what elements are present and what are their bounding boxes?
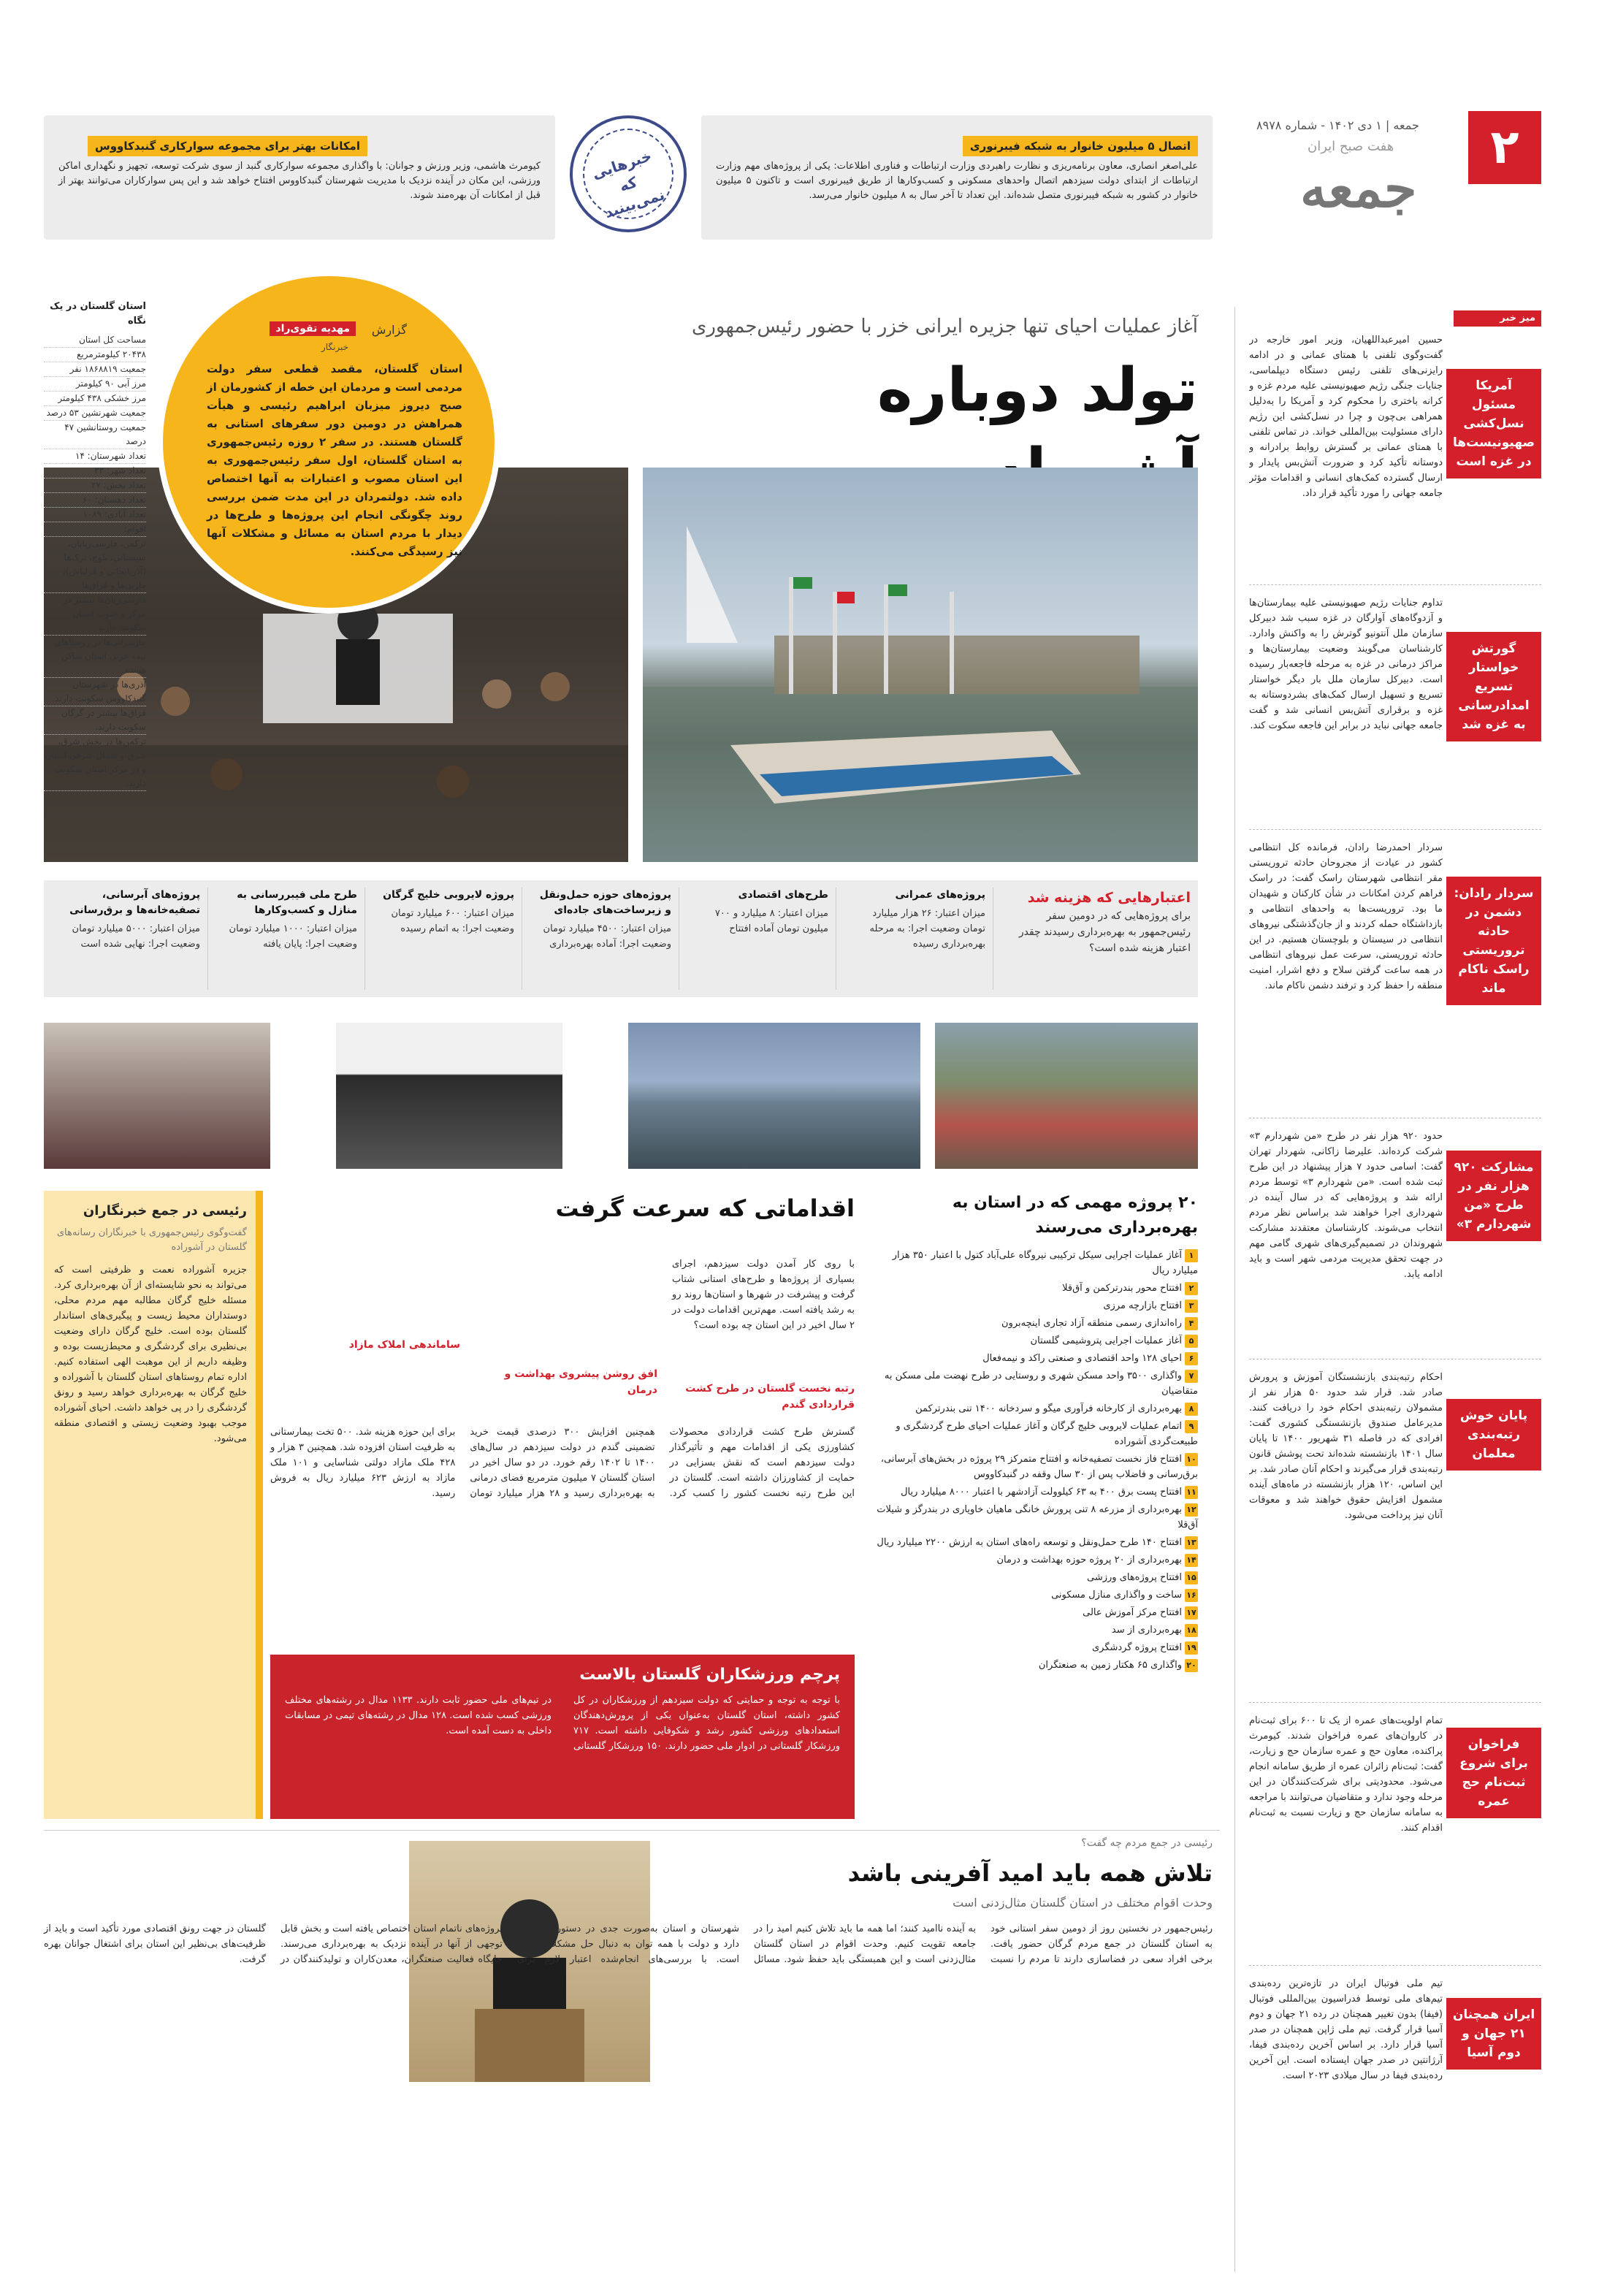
project-list-text: افتتاح مرکز آموزش عالی	[1083, 1607, 1182, 1618]
project-column-title: طرح ملی فیبررسانی به منازل و کسب‌وکارها	[237, 889, 357, 916]
province-stat: تعداد بخش: ۲۷	[44, 478, 146, 493]
desk-item-2-text: تداوم جنایات رژیم صهیونیستی علیه بیمارستان‌ها و آزدوگاه‌های آوارگان در غزه سبب شد دبیرکل سازمان ملل آنتونیو گوترش را به واکنش وادارد. کارشناسان می‌گویند وضعیت بیمارستان‌ها و مراکز درمانی در غزه به مرحله فاجعه‌بار رسیده است. دبیرکل سازمان ملل بار دیگر خواستار تسریع و تسهیل ارسال کمک‌های بشردوستانه به غزه و برقراری آتش‌بس انسانی شد و گفت جامعه جهانی نباید در برابر این فاجعه سکوت کند.	[1249, 598, 1443, 731]
desk-item-4-badge: مشارکت ۹۲۰ هزار نفر در طرح «من شهردارم ۳»	[1446, 1151, 1541, 1241]
photo-strip-1	[44, 1023, 270, 1169]
desk-item-7-text: تیم ملی فوتبال ایران در تازه‌ترین رده‌بندی تیم‌های ملی توسط فدراسیون بین‌المللی فوتبال (فیفا) بدون تغییر همچنان در رده ۲۱ جهان و دوم آسیا قرار گرفت. تیم ملی ژاپن همچنان در صدر آسیا قرار دارد. بر اساس آخرین رده‌بندی فیفا، آرژانتین در صدر جهان ایستاده است. این آخرین رده‌بندی فیفا در سال میلادی ۲۰۲۳ است.	[1249, 1978, 1443, 2081]
province-stat: آذری‌ها در شهرستان گنبدکاووس سکونت دارند.	[44, 678, 146, 706]
province-stat: فارسی‌زبان‌ها بیشتر در مرکز و جنوب استان سکونت دارند.	[44, 593, 146, 636]
report-role: خبرنگار	[321, 342, 348, 352]
province-stat: مرز خشکی ۴۳۸ کیلومتر	[44, 392, 146, 406]
bottom-title: تلاش همه باید امید آفرینی باشد	[847, 1859, 1213, 1887]
desk-item-4-text: حدود ۹۲۰ هزار نفر در طرح «من شهردارم ۳» شرکت کرده‌اند. علیرضا زاکانی، شهردار تهران گفت: اسامی حدود ۷ هزار پیشنهاد در این طرح ثبت شده است. «من شهردارم ۳» توسط مردم ارائه شد و پروژه‌هایی که در سال آینده در شهرداری اجرا خواهند شد براساس نظر مردم انتخاب می‌شوند. کارشناسان معتقدند مشارکت شهروندان در تصمیم‌گیری‌های شهری گامی مهم در جهت تحقق مدیریت مردمی شهر است و باید ادامه یابد.	[1249, 1131, 1443, 1280]
project-list-text: ساخت و واگذاری منازل مسکونی	[1051, 1590, 1182, 1601]
project-list-item	[869, 1605, 1198, 1620]
project-list-number: ۱۳	[1185, 1536, 1198, 1549]
projects-head	[1001, 888, 1191, 956]
project-list-number: ۷	[1185, 1370, 1198, 1383]
project-list-number: ۱۰	[1185, 1453, 1198, 1466]
top-news-left-text: کیومرث هاشمی، وزیر ورزش و جوانان: با واگذاری مجموعه سوارکاری گنبد از سوی شرکت توسعه، تجهیز و نگهداری اماکن ورزشی، این مکان در آینده نزدیک با مدیریت شهرستان گنبدکاووس افتتاح خواهد شد و این پس سوارکاران می‌توانند بهتر از قبل از امکانات آن بهره‌مند شوند.	[58, 161, 541, 201]
project-list-text: آغاز عملیات اجرایی سیکل ترکیبی نیروگاه علی‌آباد کتول با اعتبار ۳۵۰ هزار میلیارد ریال	[892, 1250, 1198, 1276]
page-number: ۲	[1468, 111, 1541, 184]
issue-info: جمعه | ۱ دی ۱۴۰۲ - شماره ۸۹۷۸	[1256, 118, 1419, 132]
project-column	[847, 888, 993, 990]
project-list-text: افتتاح ۱۴۰ طرح حمل‌ونقل و توسعه راه‌های استان به ارزش ۲۲۰۰ میلیارد ریال	[877, 1537, 1182, 1548]
desk-item-7-badge: ایران همچنان ۲۱ جهان و دوم آسیا	[1446, 1998, 1541, 2070]
report-text: استان گلستان، مقصد قطعی سفر دولت مردمی است و مردمان این خطه از کشورمان از صبح دیروز میزبان ابراهیم رئیسی و هیأت همراهش در دومین دور سفرهای استانی به گلستان هستند. در سفر ۲ روزه رئیس‌جمهوری به استان گلستان، اول سفر رئیس‌جمهوری به این استان مصوب و اعتبارات به آنها اختصاص داده شد. دولتمردان در این مدت ضمن بررسی روند چگونگی انجام این پروژه‌ها و طرح‌ها در دیدار با مردم استان به مسائل و مشکلات آنها نیز رسیدگی می‌کنند.	[207, 362, 462, 558]
project-list-text: آغاز عملیات اجرایی پتروشیمی گلستان	[1030, 1335, 1182, 1346]
province-stat: جمعیت ۱۸۶۸۸۱۹ نفر	[44, 362, 146, 377]
province-stat: تعداد آبادی: ۱۰۸۹	[44, 508, 146, 522]
measures-sub1: رتبه نخست گلستان در طرح کشت قراردادی گندم	[685, 1383, 855, 1411]
desk-item-7	[1249, 1976, 1541, 2268]
top-news-left-tag: امکانات بهتر برای مجموعه سوارکاری گنبدکاووس	[88, 136, 367, 156]
project-column	[533, 888, 679, 990]
province-stat: تعداد دهستان: ۶۰	[44, 493, 146, 508]
brand-logo: هفت صبح ایران	[1308, 139, 1394, 154]
project-column	[376, 888, 522, 990]
project-list-text: افتتاح پروژه گردشگری	[1091, 1642, 1182, 1653]
project-column-body: میزان اعتبار: ۴۵۰۰ میلیارد تومان وضعیت اجرا: آماده بهره‌برداری	[543, 923, 671, 950]
projects-columns	[51, 888, 993, 990]
province-stat: ترکمن‌ها در بخش شرق، شرق و شمال شرقی استان و در مرکز استان سکونت دارند.	[44, 735, 146, 791]
report-author	[270, 321, 356, 336]
desk-divider	[1249, 829, 1541, 830]
project-list-item	[869, 1587, 1198, 1603]
project-column-title: طرح‌های اقتصادی	[738, 889, 828, 901]
top-news-left	[44, 115, 555, 240]
project-list-title: ۲۰ پروژه مهمی که در استان به بهره‌برداری می‌رسند	[952, 1194, 1198, 1237]
desk-item-3	[1249, 840, 1541, 1110]
province-stat: مرز آبی ۹۰ کیلومتر	[44, 377, 146, 392]
project-list-number: ۴	[1185, 1317, 1198, 1330]
project-column-title: پروژه لایروبی خلیج گرگان	[383, 889, 514, 901]
project-list-text: افتتاح محور بندرترکمن و آق‌قلا	[1062, 1283, 1182, 1294]
project-column-title: پروژه‌های آبرسانی، تصفیه‌خانه‌ها و برق‌رسانی	[69, 889, 200, 916]
measures-sub3: ساماندهی املاک مازاد	[348, 1339, 460, 1351]
project-column-title: پروژه‌های عمرانی	[895, 889, 985, 901]
project-list-number: ۱۹	[1185, 1641, 1198, 1655]
column-divider	[1234, 307, 1235, 2272]
project-list-number: ۱	[1185, 1249, 1198, 1262]
measures-sub2: افق روشن پیشروی بهداشت و درمان	[504, 1368, 657, 1396]
province-stat: تعداد شهر: ۳۳	[44, 464, 146, 478]
project-list-item	[869, 1401, 1198, 1416]
project-column	[690, 888, 836, 990]
project-list-item	[869, 1535, 1198, 1550]
projects-head-text: برای پروژه‌هایی که در دومین سفر رئیس‌جمهور به بهره‌برداری رسیدند چقدر اعتبار هزینه شده است؟	[1018, 910, 1191, 954]
project-list-number: ۵	[1185, 1335, 1198, 1348]
province-stat: تعداد شهرستان: ۱۴	[44, 449, 146, 464]
province-stat: جمعیت شهرنشین ۵۳ درصد	[44, 406, 146, 421]
project-list-item	[869, 1316, 1198, 1331]
project-list-text: افتتاح پست برق ۴۰۰ به ۶۳ کیلوولت آزادشهر با اعتبار ۸۰۰۰ میلیارد ریال	[901, 1487, 1182, 1498]
project-list-item	[869, 1351, 1198, 1366]
project-list-text: افتتاح فاز نخست تصفیه‌خانه و افتتاح متمرکز ۲۹ پروژه در بخش‌های آبرسانی، برق‌رسانی و فاضلاب پس از ۳۰ سال وقفه در گنبدکاووس	[880, 1454, 1198, 1480]
project-list-number: ۸	[1185, 1403, 1198, 1416]
top-news-right-tag: اتصال ۵ میلیون خانوار به شبکه فیبرنوری	[963, 136, 1198, 156]
project-list-number: ۱۶	[1185, 1589, 1198, 1602]
project-list-number: ۱۱	[1185, 1486, 1198, 1499]
province-box	[44, 300, 146, 869]
province-stat: جمعیت روستانشین ۴۷ درصد	[44, 421, 146, 449]
photo-strip-3	[628, 1023, 920, 1169]
photo-strip-4	[935, 1023, 1198, 1169]
editorial-subtitle: گفت‌وگوی رئیس‌جمهوری با خبرنگاران رسانه‌های گلستان در آشوراده	[56, 1227, 247, 1253]
measures-lead: با روی کار آمدن دولت سیزدهم، اجرای بسیاری از پروژه‌ها و طرح‌های استانی شتاب گرفت و پیشرفت در شهرها و استان‌ها روند رو به رشد یافته است. مهم‌ترین اقدامات دولت در ۲ سال اخیر در این استان چه بوده است؟	[672, 1259, 855, 1331]
project-list-number: ۶	[1185, 1352, 1198, 1365]
project-column-title: پروژه‌های حوزه حمل‌ونقل و زیرساخت‌های جاده‌ای	[539, 889, 671, 916]
project-list-text: بهره‌برداری از سد	[1111, 1625, 1182, 1636]
measures-body: گسترش طرح کشت قراردادی محصولات کشاورزی یکی از اقدامات مهم و تأثیرگذار دولت سیزدهم است که نقش بسزایی در حمایت از کشاورزان داشته است. گلستان در این طرح رتبه نخست کشور را کسب کرد. همچنین افزایش ۳۰۰ درصدی قیمت خرید تضمینی گندم در دولت سیزدهم در سال‌های ۱۴۰۰ تا ۱۴۰۲ رقم خورد. در دو سال اخیر در استان گلستان ۷ میلیون مترمربع فضای درمانی به بهره‌برداری رسید و ۲۸ هزار میلیارد تومان برای این حوزه هزینه شد. ۵۰۰ تخت بیمارستانی به ظرفیت استان افزوده شد. همچنین ۳ هزار و ۴۲۸ ملک مازاد دولتی شناسایی و ۱۰۱ ملک مازاد به ارزش ۶۲۳ میلیارد ریال به فروش رسید.	[270, 1427, 855, 1499]
headline-title: تولد دوباره	[877, 356, 1198, 425]
news-desk-label-text: میز خبر	[1500, 313, 1535, 324]
project-list-item	[869, 1502, 1198, 1533]
desk-item-4	[1249, 1129, 1541, 1348]
report-author-name: مهدیه تقوی‌راد	[275, 323, 350, 335]
project-list-text: افتتاح بازارچه مرزی	[1103, 1300, 1182, 1311]
province-stats	[44, 333, 146, 791]
desk-divider	[1249, 1702, 1541, 1703]
report-circle	[157, 270, 500, 614]
project-list-item	[869, 1452, 1198, 1482]
project-list-text: راه‌اندازی رسمی منطقه آزاد تجاری اینچه‌برون	[1001, 1318, 1182, 1329]
project-list-item	[869, 1658, 1198, 1673]
project-list-item	[869, 1484, 1198, 1500]
project-list-item	[869, 1570, 1198, 1585]
section-logo: جمعه	[1300, 157, 1417, 219]
project-list-number: ۱۸	[1185, 1624, 1198, 1637]
project-list-text: واگذاری ۳۵۰۰ واحد مسکن شهری و روستایی در طرح نهضت ملی مسکن به متقاضیان	[884, 1370, 1198, 1397]
desk-item-1-badge: آمریکا مسئول نسل‌کشی صهیونیست‌ها در غزه است	[1446, 369, 1541, 478]
desk-item-3-text: سردار احمدرضا رادان، فرمانده کل انتظامی کشور در عیادت از مجروحان حادثه تروریستی مقر انتظامی شهرستان راسک گفت: در راسک فراهم کردن امکانات در شأن کارکنان و شهیدان ما بود. تروریست‌ها به واحدهای انتظامی و بازداشتگاه حمله کردند و از جان‌گذشتگی نیروهای انتظامی در سیستان و بلوچستان هستیم. در این حادثه تروریستی، سرعت عمل نیروهای انتظامی در همه ساعت گرفتن سلاح و دفع اشرار، امنیت منطقه را حفظ کرد و ترفند دشمن ناکام ماند.	[1249, 842, 1443, 991]
desk-item-2-badge: گورتش خواستار تسریع امدادرسانی به غزه شد	[1446, 632, 1541, 741]
project-list-number: ۲۰	[1185, 1659, 1198, 1672]
province-stat: اقوام:	[44, 522, 146, 537]
projects-head-title: اعتبارهایی که هزینه شد	[1027, 890, 1191, 906]
stamp-text: خبرهایی که نمی‌بینید	[589, 146, 667, 222]
project-list-number: ۳	[1185, 1300, 1198, 1313]
project-list-number: ۱۷	[1185, 1606, 1198, 1620]
desk-item-3-badge: سردار رادان: دشمن در حادثه تروریستی راسک ناکام ماند	[1446, 877, 1541, 1005]
projects-bar	[44, 880, 1198, 997]
desk-item-6-text: تمام اولویت‌های عمره از یک تا ۶۰۰ برای ثبت‌نام در کاروان‌های عمره فراخوان شدند. کیومرث پراکنده، معاون حج و عمره سازمان حج و زیارت، گفت: ثبت‌نام زائران عمره از طریق سامانه انجام می‌شود. محدودیتی برای شرکت‌کنندگان در این مرحله وجود ندارد و متقاضیان می‌توانند با مراجعه به سامانه سازمان حج و زیارت نسبت به ثبت‌نام اقدام کنند.	[1249, 1715, 1443, 1834]
project-list-item	[869, 1298, 1198, 1313]
report-label: گزارش	[371, 323, 407, 337]
project-column	[219, 888, 365, 990]
project-list-number: ۱۲	[1185, 1503, 1198, 1517]
project-list-number: ۹	[1185, 1420, 1198, 1433]
desk-item-5-text: احکام رتبه‌بندی بازنشستگان آموزش و پرورش صادر شد. قرار شد حدود ۵۰ هزار نفر از مشمولان رتبه‌بندی احکام خود را دریافت کنند. مدیرعامل صندوق بازنشستگی کشوری گفت: افرادی که در فاصله ۳۱ شهریور ۱۴۰۰ تا پایان سال ۱۴۰۱ بازنشسته شده‌اند تحت پوشش قانون رتبه‌بندی قرار می‌گیرند و احکام آنان صادر شد. بر این اساس، ۱۲۰ هزار بازنشسته در ماه‌های آینده مشمول افزایش حقوق خواهند شد و معوقات آنان نیز پرداخت می‌شود.	[1249, 1372, 1443, 1521]
editorial-box	[44, 1191, 263, 1819]
desk-divider	[1249, 584, 1541, 585]
stamp-badge	[570, 115, 687, 232]
desk-item-2	[1249, 595, 1541, 822]
bottom-text: رئیس‌جمهور در نخستین روز از دومین سفر استانی خود به استان گلستان در جمع مردم گرگان حضور یافت. برخی افراد سعی در فضاسازی دارند تا مردم را نسبت به آینده ناامید کنند؛ اما همه ما باید تلاش کنیم امید را در جامعه تقویت کنیم. وحدت اقوام در استان گلستان مثال‌زدنی است و این همبستگی باید حفظ شود. مسائل شهرستان و استان به‌صورت جدی در دستور کار قرار دارد و دولت با همه توان به دنبال حل مشکلات مردم است. با بررسی‌های انجام‌شده اعتبار لازم برای پروژه‌های ناتمام استان اختصاص یافته است و بخش قابل توجهی از آنها در آینده نزدیک به بهره‌برداری می‌رسند. جایگاه فعالیت صنعتگران، معدن‌کاران و تولیدکنندگان در گلستان در جهت رونق اقتصادی مورد تأکید است و باید از ظرفیت‌های بی‌نظیر این استان برای اشتغال جوانان بهره گرفت.	[44, 1923, 1213, 1965]
photo-strip-2	[336, 1023, 562, 1169]
project-list-number: ۱۴	[1185, 1554, 1198, 1567]
editorial-title: رئیسی در جمع خبرنگاران	[83, 1203, 247, 1218]
project-list-item	[869, 1640, 1198, 1655]
province-stat: مساحت کل استان	[44, 333, 146, 348]
editorial-stripe	[256, 1191, 263, 1819]
desk-item-6-badge: فراخوان برای شروع ثبت‌نام حج عمره	[1446, 1728, 1541, 1818]
project-column	[62, 888, 208, 990]
desk-item-1-text: حسین امیرعبداللهیان، وزیر امور خارجه در گفت‌وگوی تلفنی با همتای عمانی و در ادامه رایزنی‌های تلفنی رئیس دستگاه دیپلماسی، جنایات جنگی رژیم صهیونیستی علیه مردم غزه و کرانه باختری را محکوم کرد و آمریکا را به‌دلیل همراهی بی‌چون و چرا در نسل‌کشی این رژیم دارای مسئولیت بین‌المللی خواند. در تماس تلفنی با همتای عمانی بر گسترش روابط برادرانه و دوستانه تأکید کرد و ضرورت آتش‌بس پایدار و ارسال گسترده کمک‌های انسانی و اقدامات مؤثر جامعه جهانی را مورد تأکید قرار داد.	[1249, 335, 1443, 499]
sports-box	[270, 1655, 855, 1819]
sports-title: پرچم ورزشکاران گلستان بالاست	[579, 1666, 840, 1684]
desk-divider	[1249, 1965, 1541, 1966]
project-column-body: میزان اعتبار: ۶۰۰ میلیارد تومان وضعیت اجرا: به اتمام رسیده	[391, 908, 514, 934]
project-list-text: احیای ۱۲۸ واحد اقتصادی و صنعتی راکد و نیمه‌فعال	[982, 1353, 1182, 1364]
project-list-number: ۲	[1185, 1282, 1198, 1295]
project-list-item	[869, 1552, 1198, 1568]
project-list-text: بهره‌برداری از مزرعه ۸ تنی پرورش خانگی ماهیان خاویاری در بندرگز و شیلات آق‌قلا	[877, 1504, 1198, 1530]
province-stat: ترکمن، فارسی‌زبانان، سیستانی، بلوچ، ترک‌ها (آذربایجانی و قزلباش)، مازنی‌ها و قزاق‌ها	[44, 537, 146, 593]
project-column-body: میزان اعتبار: ۸ میلیارد و ۷۰۰ میلیون تومان آماده افتتاح	[714, 908, 828, 934]
project-list-number: ۱۵	[1185, 1571, 1198, 1584]
project-list-item	[869, 1281, 1198, 1296]
project-list-text: بهره‌برداری از ۲۰ پروژه حوزه بهداشت و درمان	[996, 1555, 1182, 1565]
desk-item-1	[1249, 332, 1541, 573]
province-stat: ۲۰۴۳۸ کیلومترمربع	[44, 348, 146, 362]
project-list-item	[869, 1419, 1198, 1449]
desk-item-5-badge: پایان خوش رتبه‌بندی معلمان	[1446, 1399, 1541, 1471]
project-list-text: واگذاری ۶۵ هکتار زمین به صنعتگران	[1038, 1660, 1182, 1671]
province-stat: مازندرانی‌ها در روستاهای نیمه غربی استان ساکن هستند.	[44, 636, 146, 678]
project-list-item	[869, 1333, 1198, 1349]
main-photo-ashurade	[643, 468, 1198, 862]
bottom-kicker: رئیسی در جمع مردم چه گفت؟	[1081, 1837, 1213, 1849]
top-news-right	[701, 115, 1213, 240]
news-desk-label	[1454, 310, 1541, 327]
measures-section	[270, 1191, 855, 1658]
headline-kicker: آغاز عملیات احیای تنها جزیره ایرانی خزر با حضور رئیس‌جمهوری	[692, 316, 1198, 337]
project-column-body: میزان اعتبار: ۵۰۰۰ میلیارد تومان وضعیت اجرا: نهایی شده است	[72, 923, 200, 950]
lake-illustration	[643, 468, 1198, 862]
project-list-text: افتتاح پروژه‌های ورزشی	[1087, 1572, 1182, 1583]
project-list-items	[869, 1248, 1198, 1673]
project-column-body: میزان اعتبار: ۱۰۰۰ میلیارد تومان وضعیت اجرا: پایان یافته	[229, 923, 357, 950]
project-list-item	[869, 1248, 1198, 1278]
measures-title: اقداماتی که سرعت گرفت	[555, 1194, 855, 1222]
project-list-item	[869, 1368, 1198, 1399]
project-list-item	[869, 1622, 1198, 1638]
bottom-subtitle: وحدت اقوام مختلف در استان گلستان مثال‌زدنی است	[953, 1896, 1213, 1910]
bottom-divider	[44, 1830, 1220, 1831]
desk-item-5	[1249, 1370, 1541, 1695]
sports-text: با توجه به توجه و حمایتی که دولت سیزدهم از ورزشکاران در کل کشور داشته، استان گلستان به‌عنوان یکی از پرورش‌دهندگان استعدادهای ورزشی کشور رشد و شکوفایی داشته است. ۷۱۷ ورزشکار گلستانی در ادوار ملی حضور دارند. ۱۵۰ ورزشکار گلستانی در تیم‌های ملی حضور ثابت دارند. ۱۱۳۳ مدال در رشته‌های مختلف ورزشی کسب شده است. ۱۲۸ مدال در رشته‌های تیمی در مسابقات داخلی به دست آمده است.	[285, 1695, 840, 1752]
desk-item-6	[1249, 1713, 1541, 1954]
project-column-body: میزان اعتبار: ۲۶ هزار میلیارد تومان وضعیت اجرا: به مرحله بهره‌برداری رسیده	[869, 908, 985, 950]
province-title: استان گلستان در یک نگاه	[50, 301, 146, 327]
province-stat: قزاق‌ها بیشتر در گرگان سکونت دارند.	[44, 706, 146, 735]
top-news-right-text: علی‌اصغر انصاری، معاون برنامه‌ریزی و نظارت راهبردی وزارت ارتباطات و فناوری اطلاعات: یکی از پروژه‌های مهم وزارت ارتباطات از ابتدای دولت سیزدهم اتصال واحدهای مسکونی و کسب‌وکارها از طریق فیبرنوری است و تاکنون ۵ میلیون خانوار در کشور به شبکه فیبرنوری متصل شده‌اند. این تعداد تا آخر سال به ۸ میلیون خانوار می‌رسد.	[716, 161, 1198, 201]
editorial-text: جزیره آشوراده نعمت و ظرفیتی است که می‌تواند به نحو شایسته‌ای از آن بهره‌برداری کرد. مسئله خلیج گرگان مطالبه مهم مردم محلی، دوستداران محیط زیست و پیگیری‌های استاندار گلستان بوده است. خلیج گرگان دارای وضعیت بی‌نظیری برای گردشگری و محیط‌زیست بوده و وظیفه داریم از این موهبت الهی استفاده کنیم. اداره تمام روستاهای استان گلستان با آشوراده و خلیج گرگان به بهره‌برداری خواهد رسید و رونق گردشگری را در پی خواهد داشت. احیای آشوراده موجب بهبود وضعیت زیستی و اقتصادی منطقه می‌شود.	[54, 1265, 247, 1444]
project-list-text: بهره‌برداری از کارخانه فرآوری میگو و سردخانه ۱۴۰۰ تنی بندرترکمن	[915, 1403, 1182, 1414]
project-list-text: اتمام عملیات لایروبی خلیج گرگان و آغاز عملیات احیای طرح گردشگری و طبیعت‌گردی آشوراده	[896, 1421, 1198, 1447]
